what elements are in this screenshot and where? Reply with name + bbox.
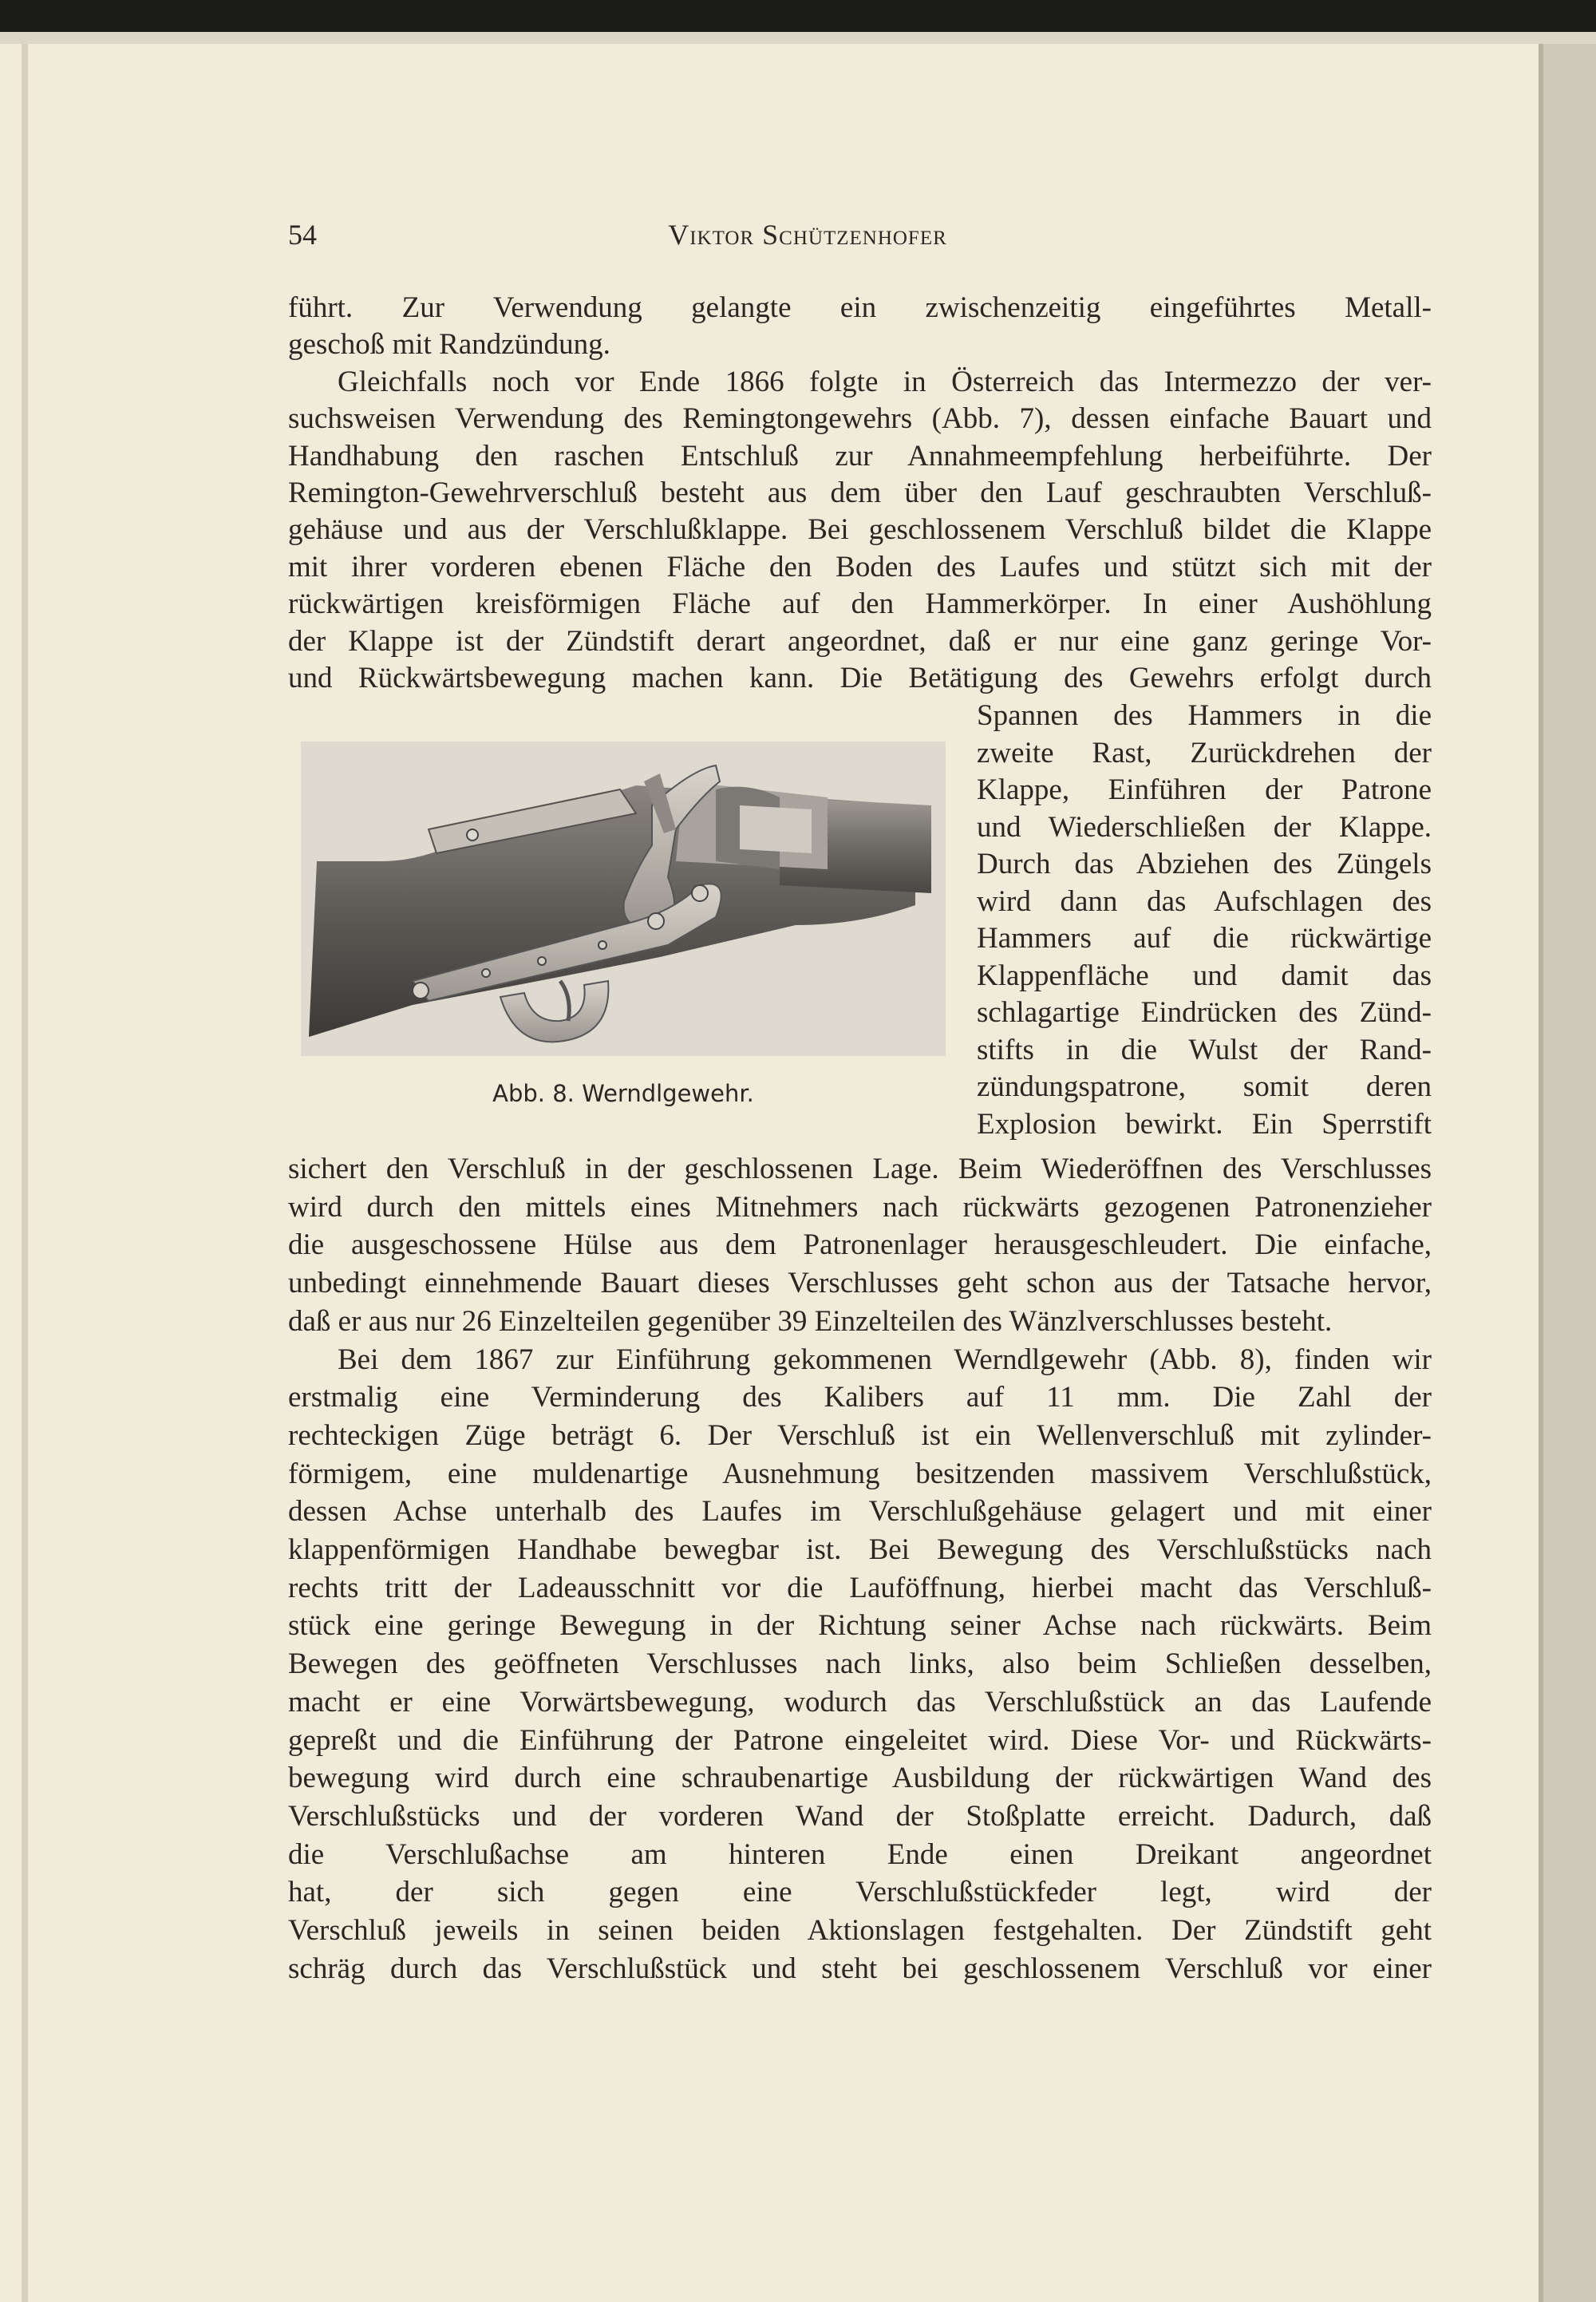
text-line: und Wiederschließen der Klappe. <box>977 810 1432 844</box>
text-line: Verschlußstücks und der vorderen Wand der Stoßplatte erreicht. Dadurch, daß <box>288 1799 1432 1833</box>
body-text-beside-figure <box>977 698 1432 1143</box>
running-head: Viktor Schützenhofer <box>668 219 947 251</box>
text-line: stifts in die Wulst der Rand- <box>977 1033 1432 1066</box>
text-line: Klappe, Einführen der Patrone <box>977 773 1432 806</box>
page-number: 54 <box>288 219 317 251</box>
text-line: Remington-Gewehrverschluß besteht aus dem über den Lauf geschraubten Verschluß- <box>288 477 1432 510</box>
text-line: Durch das Abziehen des Züngels <box>977 848 1432 880</box>
figure-caption: Abb. 8. Werndlgewehr. <box>492 1080 754 1107</box>
text-line: die ausgeschossene Hülse aus dem Patronenlager herausgeschleudert. Die einfache, <box>288 1228 1432 1262</box>
text-line: klappenförmigen Handhabe bewegbar ist. Bei Bewegung des Verschlußstücks nach <box>288 1533 1432 1567</box>
text-line: führt. Zur Verwendung gelangte ein zwischenzeitig eingeführtes Metall- <box>288 291 1432 324</box>
text-line: stück eine geringe Bewegung in der Richtung seiner Achse nach rückwärts. Beim <box>288 1609 1432 1643</box>
text-line: bewegung wird durch eine schraubenartige Ausbildung der rückwärtigen Wand des <box>288 1762 1432 1795</box>
figure-werndl-rifle <box>301 742 946 1056</box>
text-line: schlagartige Eindrücken des Zünd- <box>977 996 1432 1029</box>
text-line: geschoß mit Randzündung. <box>288 328 610 362</box>
text-line: und Rückwärtsbewegung machen kann. Die Betätigung des Gewehrs erfolgt durch <box>288 662 1432 695</box>
text-line: Hammers auf die rückwärtige <box>977 922 1432 955</box>
text-line: förmigem, eine muldenartige Ausnehmung besitzenden massivem Verschlußstück, <box>288 1457 1432 1490</box>
text-line: mit ihrer vorderen ebenen Fläche den Boden des Laufes und stützt sich mit der <box>288 550 1432 583</box>
text-line: rückwärtigen kreisförmigen Fläche auf den Hammerkörper. In einer Aushöhlung <box>288 587 1432 621</box>
text-line: unbedingt einnehmende Bauart dieses Verschlusses geht schon aus der Tatsache hervor, <box>288 1267 1432 1300</box>
text-line: daß er aus nur 26 Einzelteilen gegenüber 39 Einzelteilen des Wänzlverschlusses besteht. <box>288 1304 1333 1338</box>
text-line: Handhabung den raschen Entschluß zur Annahmeempfehlung herbeiführte. Der <box>288 439 1432 473</box>
text-line: erstmalig eine Verminderung des Kalibers auf 11 mm. Die Zahl der <box>288 1381 1432 1414</box>
text-line: Spannen des Hammers in die <box>977 699 1432 732</box>
rifle-illustration <box>301 742 946 1056</box>
body-text-bottom <box>288 1150 1432 1988</box>
text-line: Verschluß jeweils in seinen beiden Aktionslagen festgehalten. Der Zündstift geht <box>288 1914 1432 1948</box>
scan-top-border <box>0 0 1596 32</box>
text-line: Explosion bewirkt. Ein Sperrstift <box>977 1107 1432 1141</box>
text-line: suchsweisen Verwendung des Remingtongewehrs (Abb. 7), dessen einfache Bauart und <box>288 402 1432 436</box>
text-line: zündungspatrone, somit deren <box>977 1070 1432 1103</box>
text-line: Klappenfläche und damit das <box>977 959 1432 992</box>
text-line: sichert den Verschluß in der geschlossenen Lage. Beim Wiederöffnen des Verschlusses <box>288 1153 1432 1185</box>
text-line: die Verschlußachse am hinteren Ende einen Dreikant angeordnet <box>288 1837 1432 1871</box>
text-line: macht er eine Vorwärtsbewegung, wodurch das Verschlußstück an das Laufende <box>288 1685 1432 1719</box>
text-line: zweite Rast, Zurückdrehen der <box>977 736 1432 769</box>
page-left-edge <box>22 44 28 2302</box>
text-line: Bewegen des geöffneten Verschlusses nach links, also beim Schließen desselben, <box>288 1647 1432 1681</box>
text-line: rechteckigen Züge beträgt 6. Der Verschluß ist ein Wellenverschluß mit zylinder- <box>288 1418 1432 1452</box>
text-line: Gleichfalls noch vor Ende 1866 folgte in Österreich das Intermezzo der ver- <box>338 365 1432 398</box>
adjacent-page-edge <box>1539 44 1596 2302</box>
text-line: gepreßt und die Einführung der Patrone eingeleitet wird. Diese Vor- und Rückwärts- <box>288 1723 1432 1757</box>
text-line: rechts tritt der Ladeausschnitt vor die Lauföffnung, hierbei macht das Verschluß- <box>288 1571 1432 1604</box>
text-line: schräg durch das Verschlußstück und steht bei geschlossenem Verschluß vor einer <box>288 1952 1432 1985</box>
text-line: wird durch den mittels eines Mitnehmers nach rückwärts gezogenen Patronenzieher <box>288 1190 1432 1224</box>
text-line: der Klappe ist der Zündstift derart angeordnet, daß er nur eine ganz geringe Vor- <box>288 624 1432 658</box>
page-top-edge <box>0 32 1596 44</box>
text-line: hat, der sich gegen eine Verschlußstückfeder legt, wird der <box>288 1876 1432 1909</box>
text-line: gehäuse und aus der Verschlußklappe. Bei geschlossenem Verschluß bildet die Klappe <box>288 513 1432 547</box>
body-text-top <box>288 290 1432 697</box>
text-line: wird dann das Aufschlagen des <box>977 884 1432 918</box>
text-line: Bei dem 1867 zur Einführung gekommenen Werndlgewehr (Abb. 8), finden wir <box>338 1343 1432 1376</box>
text-line: dessen Achse unterhalb des Laufes im Verschlußgehäuse gelagert und mit einer <box>288 1495 1432 1529</box>
